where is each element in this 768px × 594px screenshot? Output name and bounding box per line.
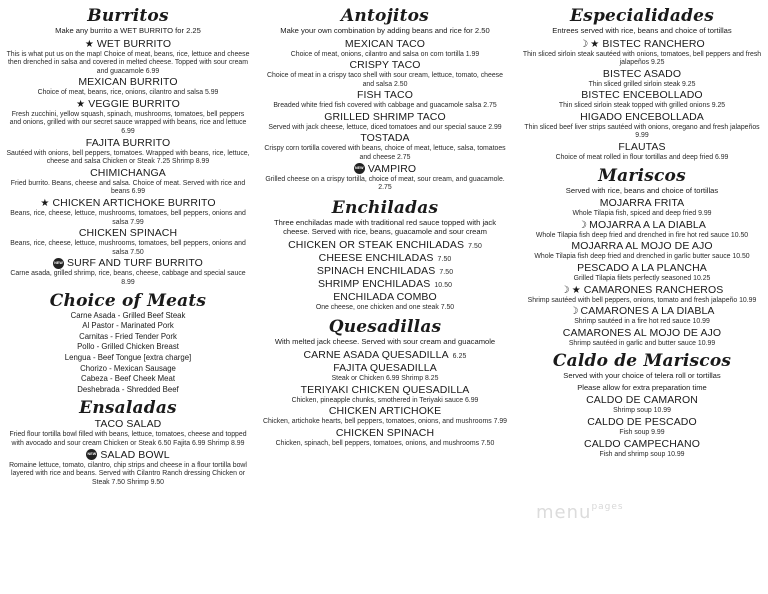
- menu-item: [6, 137, 250, 167]
- item-name: CHICKEN OR STEAK ENCHILADAS: [288, 238, 465, 251]
- menu-item: [262, 384, 508, 406]
- menu-item: [262, 252, 508, 265]
- item-desc: Whole Tilapia fish deep fried and drenched in fire hot red sauce 10.50: [535, 231, 749, 239]
- item-desc: Choice of meat, beans, rice, onions, cilantro and salsa 5.99: [37, 89, 219, 97]
- item-name-line: [520, 394, 764, 407]
- menu-item: [262, 291, 508, 304]
- item-name: VAMPIRO: [367, 162, 417, 175]
- item-desc: Crispy corn tortilla covered with beans, choice of meat, lettuce, salsa, tomatoes and cheese 2.75: [264, 145, 506, 162]
- item-name: BISTEC ASADO: [602, 67, 682, 80]
- item-name-line: [6, 418, 250, 431]
- item-desc: Fried burrito. Beans, cheese and salsa. Choice of meat. Served with rice and beans 6.99: [10, 179, 246, 196]
- caldo-list: [520, 394, 764, 459]
- item-desc: Steak or Chicken 6.99 Shrimp 8.25: [331, 374, 439, 382]
- new-badge-icon: NEW: [86, 449, 97, 460]
- item-name-line: [262, 252, 508, 265]
- burritos-title: Burritos: [87, 6, 169, 26]
- menu-item: [6, 418, 250, 448]
- item-desc: Sautéed with onions, bell peppers, tomatoes. Wrapped with beans, rice, lettuce, cheese and salsa Chicken or Steak 7.25 Shrimp 8.99: [6, 149, 250, 166]
- item-name-line: [262, 278, 508, 291]
- item-name-line: [262, 239, 508, 252]
- item-name-line: [262, 349, 508, 362]
- menu-item: [262, 265, 508, 278]
- item-name: ENCHILADA COMBO: [333, 290, 437, 303]
- ensaladas-title: Ensaladas: [79, 398, 177, 419]
- menu-item: [262, 132, 508, 162]
- item-name: CHICKEN ARTICHOKE: [328, 405, 442, 418]
- quesadillas-title: Quesadillas: [328, 317, 442, 338]
- menu-item: [520, 284, 764, 306]
- spicy-icon: ☽: [560, 284, 570, 296]
- caldo-subtitle: Served with your choice of telera roll or tortillas: [563, 371, 721, 381]
- item-desc: Fish soup 9.99: [619, 428, 665, 436]
- item-desc: Fresh zucchini, yellow squash, spinach, mushrooms, tomatoes, bell peppers and onions, grilled with our secret sauce wrapped with beans, rice and lettuce 6.99: [9, 110, 247, 136]
- item-name-line: [6, 167, 250, 180]
- meats-list: [6, 311, 250, 396]
- column-right: [520, 6, 764, 459]
- menu-item: [6, 227, 250, 257]
- meat-line: Carnitas - Fried Tender Pork: [79, 331, 177, 341]
- item-name: FISH TACO: [357, 89, 413, 102]
- caldo-title: Caldo de Mariscos: [552, 351, 732, 372]
- item-name: FLAUTAS: [618, 141, 666, 154]
- menu-item: [6, 38, 250, 77]
- star-icon: ★: [590, 38, 600, 50]
- item-name-line: [262, 132, 508, 145]
- meat-line: Lengua - Beef Tongue [extra charge]: [64, 352, 192, 362]
- item-name-line: [262, 111, 508, 124]
- item-name-line: [6, 98, 250, 111]
- item-name-line: [520, 219, 764, 232]
- item-name: PESCADO A LA PLANCHA: [577, 261, 707, 274]
- item-desc: Shrimp sautéed in a fire hot red sauce 10.99: [574, 318, 710, 326]
- item-name-line: [6, 76, 250, 89]
- column-left: [6, 6, 250, 487]
- item-name: TOSTADA: [360, 132, 410, 145]
- menu-item: [262, 111, 508, 133]
- item-name-line: [262, 362, 508, 375]
- menu-item: [262, 362, 508, 384]
- item-name: CHICKEN SPINACH: [335, 426, 435, 439]
- menu-item: [6, 98, 250, 137]
- meat-line: Al Pastor - Marinated Pork: [82, 321, 174, 331]
- item-name: CHICKEN SPINACH: [78, 227, 178, 240]
- menu-item: [262, 427, 508, 449]
- item-name-line: [6, 257, 250, 270]
- item-name: CHEESE ENCHILADAS: [318, 251, 434, 264]
- item-name-line: [520, 111, 764, 124]
- menu-item: [520, 262, 764, 284]
- menu-item: [520, 68, 764, 90]
- item-desc: Shrimp sautéed in garlic and butter sauce 10.99: [568, 339, 716, 347]
- menu-item: [6, 197, 250, 227]
- menu-item: [262, 278, 508, 291]
- item-name: CAMARONES AL MOJO DE AJO: [562, 326, 722, 339]
- item-name: SALAD BOWL: [100, 448, 170, 461]
- menu-item: [520, 89, 764, 111]
- antojitos-list: [262, 38, 508, 193]
- item-name-line: [520, 38, 764, 51]
- item-name: WET BURRITO: [96, 37, 172, 50]
- meats-title: Choice of Meats: [49, 290, 207, 311]
- meat-line: Pollo - Grilled Chicken Breast: [77, 342, 179, 352]
- antojitos-title: Antojitos: [341, 6, 429, 26]
- item-price: 7.50: [439, 268, 454, 276]
- item-name-line: [6, 449, 250, 462]
- item-name-line: [520, 141, 764, 154]
- menu-item: [6, 167, 250, 197]
- menu-item: [262, 89, 508, 111]
- star-icon: ★: [76, 98, 86, 110]
- menu-item: [520, 38, 764, 68]
- menu-item: [6, 449, 250, 488]
- item-name: CHIMICHANGA: [90, 166, 166, 179]
- menu-item: [520, 219, 764, 241]
- caldo-note: Please allow for extra preparation time: [577, 382, 707, 392]
- item-name-line: [520, 305, 764, 318]
- menu-item: [520, 111, 764, 141]
- item-desc: Beans, rice, cheese, lettuce, mushrooms, tomatoes, bell peppers, onions and salsa 7.50: [10, 240, 246, 256]
- menu-item: [520, 197, 764, 219]
- meat-line: Chorizo - Mexican Sausage: [80, 363, 176, 373]
- item-name-line: [520, 68, 764, 81]
- item-name-line: [520, 416, 764, 429]
- menu-item: [520, 141, 764, 163]
- burritos-list: [6, 38, 250, 288]
- enchiladas-subtitle: Three enchiladas made with traditional red sauce topped with jack cheese. Served with rice, beans, guacamole and sour cream: [273, 217, 497, 237]
- item-name: BISTEC ENCEBOLLADO: [581, 89, 703, 102]
- item-desc: Carne asada, grilled shrimp, rice, beans, cheese, cabbage and special sauce 8.99: [10, 270, 246, 286]
- item-name-line: [520, 89, 764, 102]
- item-name-line: [520, 327, 764, 340]
- item-name-line: [6, 38, 250, 51]
- item-desc: Thin sliced grilled sirloin steak 9.25: [588, 80, 696, 88]
- menu-item: [520, 394, 764, 416]
- item-desc: Romaine lettuce, tomato, cilantro, chip strips and cheese in a flour tortilla bowl layered with rice and beans. Served with Cilantro Ranch dressing Chicken or Steak 7.50 Shrimp 9.50: [9, 461, 247, 486]
- especialidades-title: Especialidades: [570, 6, 714, 26]
- item-name: CAMARONES A LA DIABLA: [580, 305, 715, 318]
- item-name: HIGADO ENCEBOLLADA: [580, 110, 704, 123]
- menu-item: [262, 163, 508, 193]
- item-price: 7.50: [437, 255, 452, 263]
- menu-item: [262, 38, 508, 60]
- item-name-line: [262, 38, 508, 51]
- item-name: CRISPY TACO: [349, 59, 421, 72]
- especialidades-subtitle: Entrees served with rice, beans and choice of tortillas: [552, 26, 732, 35]
- item-name: FAJITA QUESADILLA: [333, 361, 437, 374]
- item-name: CALDO CAMPECHANO: [584, 437, 700, 450]
- mariscos-subtitle: Served with rice, beans and choice of tortillas: [565, 185, 719, 195]
- item-name: MOJARRA AL MOJO DE AJO: [571, 240, 713, 253]
- menu-item: [520, 305, 764, 327]
- item-desc: Grilled Tilapia filets perfectly seasoned 10.25: [573, 274, 711, 282]
- item-desc: Shrimp sautéed with bell peppers, onions, tomato and fresh jalapeño 10.99: [527, 296, 757, 304]
- item-desc: Whole Tilapia fish deep fried and drenched in garlic butter sauce 10.50: [534, 253, 750, 261]
- item-name: MEXICAN BURRITO: [78, 76, 178, 89]
- menu-item: [262, 349, 508, 362]
- item-desc: Fish and shrimp soup 10.99: [599, 450, 685, 458]
- mariscos-title: Mariscos: [598, 165, 686, 186]
- item-name: TACO SALAD: [94, 418, 162, 431]
- item-name-line: [520, 438, 764, 451]
- item-desc: Breaded white fried fish covered with cabbage and guacamole salsa 2.75: [273, 102, 497, 110]
- item-desc: Whole Tilapia fish, spiced and deep fried 9.99: [572, 210, 712, 218]
- watermark-text: menu: [536, 502, 592, 523]
- star-icon: ★: [84, 38, 94, 50]
- enchiladas-title: Enchiladas: [331, 197, 439, 218]
- menu-item: [262, 239, 508, 252]
- item-name: GRILLED SHRIMP TACO: [324, 110, 446, 123]
- item-name: CARNE ASADA QUESADILLA: [303, 348, 449, 361]
- item-name-line: [262, 59, 508, 72]
- item-desc: Chicken, artichoke hearts, bell peppers, tomatoes, onions, and mushrooms 7.99: [263, 418, 507, 426]
- item-price: 7.50: [468, 242, 482, 250]
- item-name: CALDO DE CAMARON: [586, 394, 698, 407]
- watermark-suffix: pages: [591, 502, 624, 512]
- item-name: BISTEC RANCHERO: [602, 37, 705, 50]
- item-name-line: [262, 291, 508, 304]
- item-name: CALDO DE PESCADO: [587, 415, 697, 428]
- enchilada-combo-desc: One cheese, one chicken and one steak 7.50: [315, 303, 455, 311]
- star-icon: ★: [571, 284, 581, 296]
- item-name-line: [6, 227, 250, 240]
- item-desc: Shrimp soup 10.99: [613, 407, 671, 415]
- meat-line: Deshebrada - Shredded Beef: [77, 384, 179, 394]
- item-name-line: [520, 284, 764, 297]
- item-desc: Thin sliced sirloin steak sautéed with onions, tomatoes, bell peppers and fresh jalapeños 9.25: [522, 50, 762, 67]
- menu-item: [6, 257, 250, 287]
- menu-item: [262, 405, 508, 427]
- item-name-line: [262, 427, 508, 440]
- item-name-line: [262, 265, 508, 278]
- column-middle: [262, 6, 508, 448]
- item-desc: Choice of meat, onions, cilantro and salsa on corn tortilla 1.99: [290, 50, 480, 58]
- spicy-icon: ☽: [579, 38, 589, 50]
- ensaladas-list: [6, 418, 250, 487]
- item-name-line: [520, 240, 764, 253]
- burritos-subtitle: Make any burrito a WET BURRITO for 2.25: [55, 26, 201, 35]
- item-name: TERIYAKI CHICKEN QUESADILLA: [300, 383, 470, 396]
- item-price: 6.25: [452, 352, 467, 360]
- menu-item: [520, 416, 764, 438]
- item-desc: Beans, rice, cheese, lettuce, mushrooms, tomatoes, bell peppers, onions and salsa 7.99: [10, 210, 246, 226]
- new-badge-icon: NEW: [53, 258, 64, 269]
- star-icon: ★: [40, 198, 50, 210]
- quesadillas-list: [262, 349, 508, 448]
- item-name-line: [262, 89, 508, 102]
- item-name: MOJARRA A LA DIABLA: [589, 218, 706, 231]
- mariscos-list: [520, 197, 764, 348]
- quesadillas-subtitle: With melted jack cheese. Served with sour cream and guacamole: [274, 337, 496, 347]
- item-desc: Choice of meat rolled in flour tortillas and deep fried 6.99: [555, 154, 729, 162]
- meat-line: Cabeza - Beef Cheek Meat: [80, 374, 176, 384]
- item-desc: Chicken, pineapple chunks, smothered in Teriyaki sauce 6.99: [291, 396, 479, 404]
- item-desc: Served with jack cheese, lettuce, diced tomatoes and our special sauce 2.99: [268, 123, 502, 131]
- item-desc: Choice of meat in a crispy taco shell with sour cream, lettuce, tomato, cheese and salsa 2.50: [267, 72, 503, 88]
- menu-item: [520, 327, 764, 349]
- spicy-icon: ☽: [578, 219, 588, 231]
- item-desc: This is what put us on the map! Choice of meat, beans, rice, lettuce and cheese then drenched in salsa and covered in melted cheese. Topped with sour cream and guacamole 6.99: [6, 50, 250, 75]
- item-desc: Grilled cheese on a crispy tortilla, choice of meat, sour cream, and guacamole. 2.75: [265, 175, 505, 192]
- item-name: MOJARRA FRITA: [599, 197, 685, 210]
- item-name: CAMARONES RANCHEROS: [583, 283, 724, 296]
- item-name-line: [262, 384, 508, 397]
- item-name-line: [520, 262, 764, 275]
- item-name: CHICKEN ARTICHOKE BURRITO: [52, 197, 216, 210]
- item-name: SURF AND TURF BURRITO: [67, 257, 203, 270]
- item-desc: Chicken, spinach, bell peppers, tomatoes, onions, and mushrooms 7.50: [275, 439, 495, 447]
- item-desc: Thin sliced beef liver strips sautéed with onions, oregano and fresh jalapeños 9.99: [524, 123, 760, 140]
- item-name-line: [6, 137, 250, 150]
- menu-item: [520, 438, 764, 460]
- item-name-line: [262, 163, 508, 176]
- spicy-icon: ☽: [569, 306, 579, 318]
- item-name: MEXICAN TACO: [344, 37, 426, 50]
- menu-item: [520, 240, 764, 262]
- item-name: FAJITA BURRITO: [85, 136, 171, 149]
- new-badge-icon: NEW: [354, 163, 365, 174]
- item-desc: Thin sliced sirloin steak topped with grilled onions 9.25: [558, 102, 726, 110]
- item-name: VEGGIE BURRITO: [88, 97, 180, 110]
- menu-item: [6, 76, 250, 98]
- item-name-line: [6, 197, 250, 210]
- meat-line: Carne Asada - Grilled Beef Steak: [70, 310, 186, 320]
- item-name-line: [520, 197, 764, 210]
- item-price: 10.50: [434, 281, 453, 289]
- item-name: SHRIMP ENCHILADAS: [317, 277, 431, 290]
- item-name: SPINACH ENCHILADAS: [316, 264, 436, 277]
- antojitos-subtitle: Make your own combination by adding beans and rice for 2.50: [280, 26, 490, 35]
- especialidades-list: [520, 38, 764, 163]
- menu-item: [262, 59, 508, 89]
- item-name-line: [262, 405, 508, 418]
- menupages-watermark: [536, 502, 624, 523]
- item-desc: Fried flour tortilla bowl filled with beans, lettuce, tomatoes, cheese and topped with avocado and sour cream Chicken or Steak 6.50 Fajita 6.99 Shrimp 8.99: [9, 431, 247, 447]
- enchiladas-list: [262, 239, 508, 304]
